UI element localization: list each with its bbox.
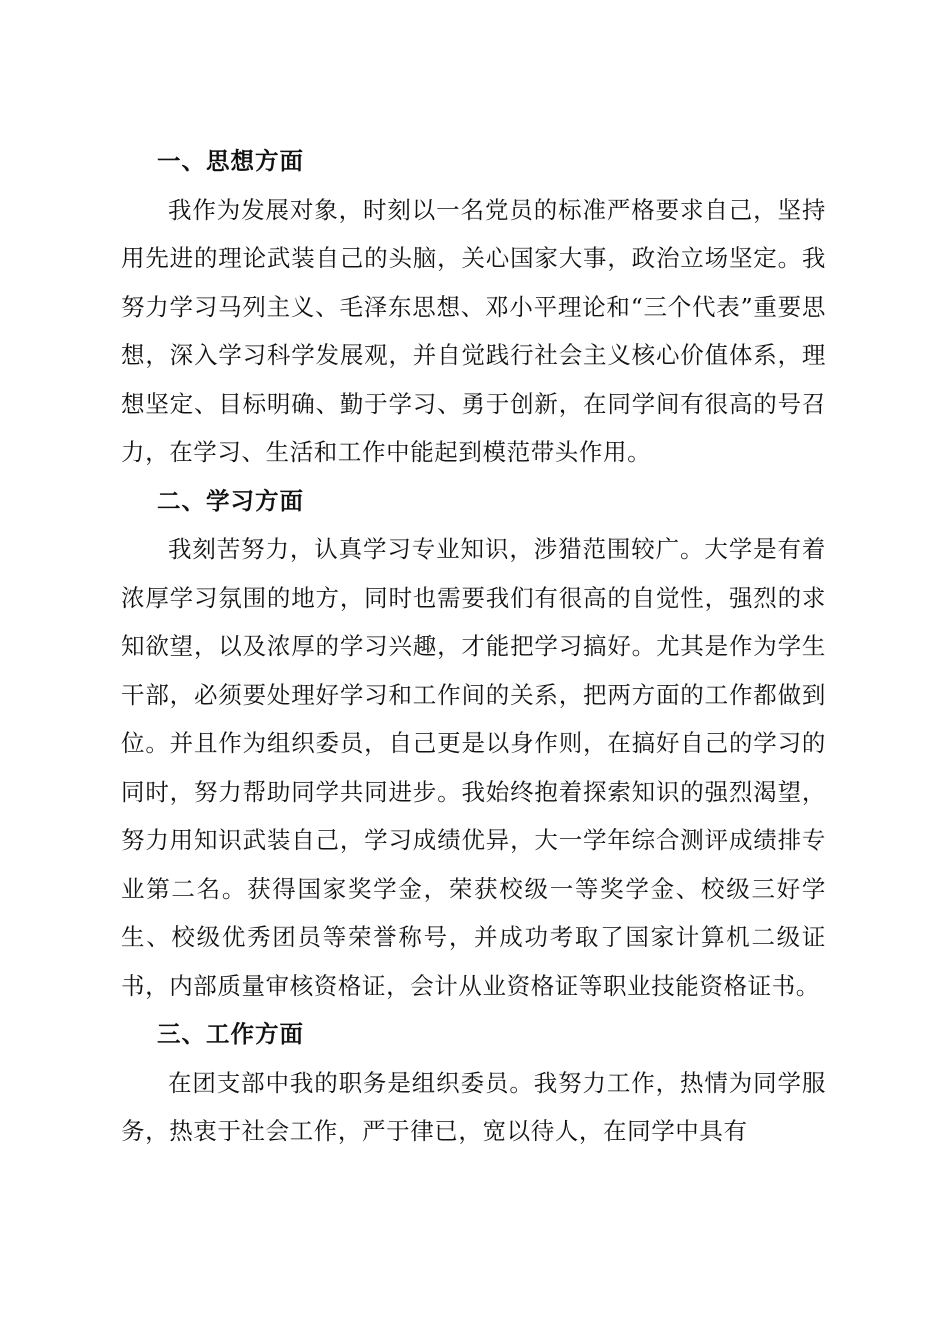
section-heading: 三、工作方面: [157, 1020, 304, 1048]
document-body: [121, 137, 826, 1156]
section-study: [121, 477, 826, 1011]
section-paragraph: 我作为发展对象，时刻以一名党员的标准严格要求自己，坚持用先进的理论武装自己的头脑，关心国家大事，政治立场坚定。我努力学习马列主义、毛泽东思想、邓小平理论和“三个代表”重要思想，深入学习科学发展观，并自觉践行社会主义核心价值体系，理想坚定、目标明确、勤于学习、勇于创新，在同学间有很高的号召力，在学习、生活和工作中能起到模范带头作用。: [121, 195, 826, 466]
section-paragraph: 我刻苦努力，认真学习专业知识，涉猎范围较广。大学是有着浓厚学习氛围的地方，同时也需要我们有很高的自觉性，强烈的求知欲望，以及浓厚的学习兴趣，才能把学习搞好。尤其是作为学生干部，必须要处理好学习和工作间的关系，把两方面的工作都做到位。并且作为组织委员，自己更是以身作则，在搞好自己的学习的同时，努力帮助同学共同进步。我始终抱着探索知识的强烈渴望，努力用知识武装自己，学习成绩优异，大一学年综合测评成绩排专业第二名。获得国家奖学金，荣获校级一等奖学金、校级三好学生、校级优秀团员等荣誉称号，并成功考取了国家计算机二级证书，内部质量审核资格证，会计从业资格证等职业技能资格证书。: [121, 535, 826, 1000]
section-paragraph: 在团支部中我的职务是组织委员。我努力工作，热情为同学服务，热衷于社会工作，严于律已，宽以待人，在同学中具有: [121, 1068, 826, 1145]
section-work: [121, 1010, 826, 1156]
section-ideology: [121, 137, 826, 477]
section-heading: 一、思想方面: [157, 147, 304, 175]
section-heading: 二、学习方面: [157, 486, 304, 515]
